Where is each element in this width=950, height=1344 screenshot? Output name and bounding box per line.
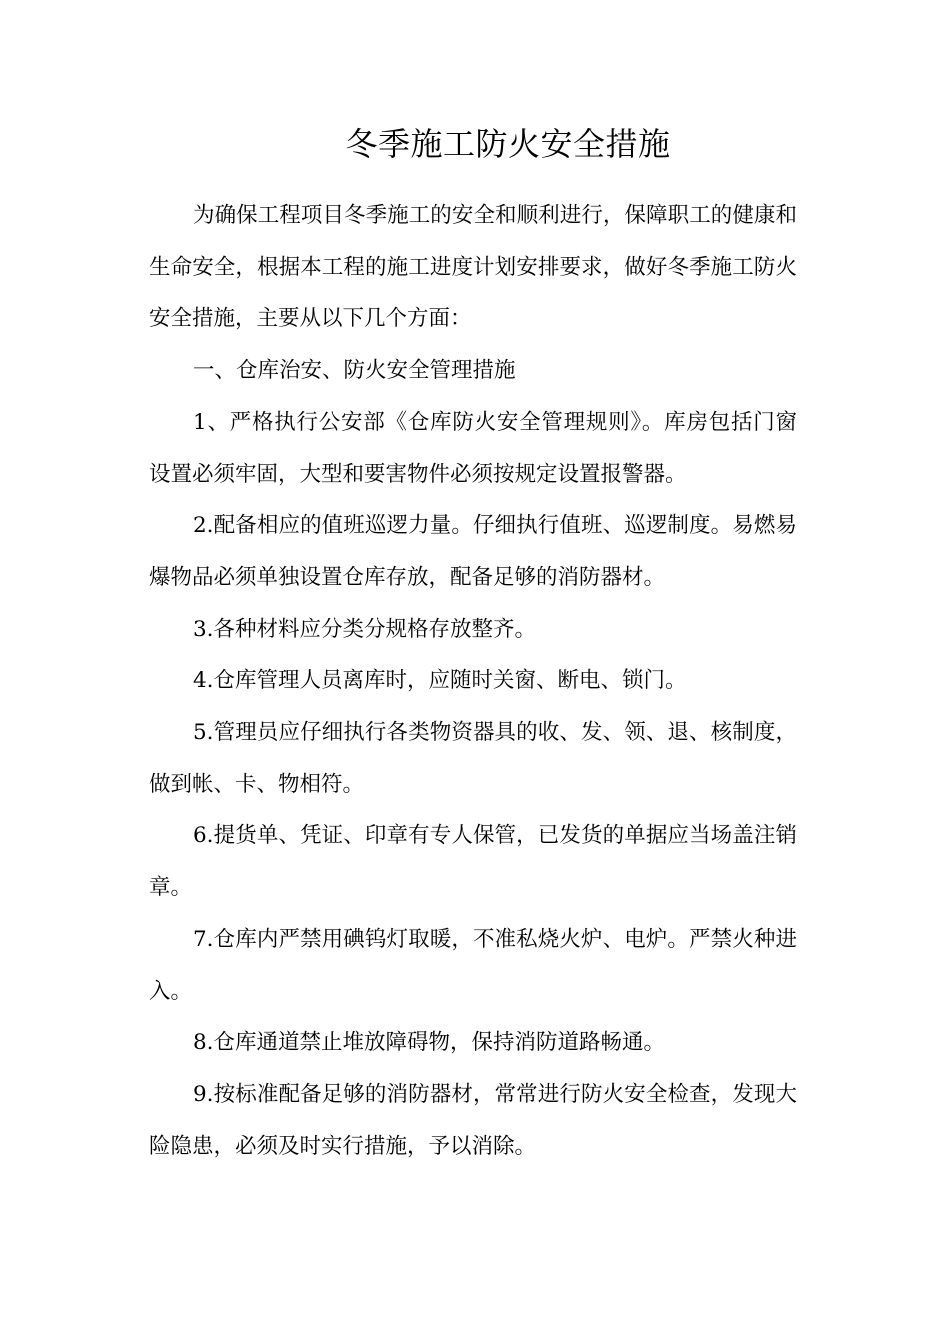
- list-item: 3.各种材料应分类分规格存放整齐。: [193, 616, 537, 642]
- document-body: [149, 190, 797, 1172]
- list-item: 2.配备相应的值班巡逻力量。仔细执行值班、巡逻制度。易燃易爆物品必须单独设置仓库存放，配备足够的消防器材。: [149, 513, 797, 590]
- list-item: 4.仓库管理人员离库时，应随时关窗、断电、锁门。: [193, 668, 687, 694]
- list-item: 1、严格执行公安部《仓库防火安全管理规则》。库房包括门窗设置必须牢固，大型和要害物件必须按规定设置报警器。: [149, 409, 797, 487]
- list-item: 6.提货单、凭证、印章有专人保管，已发货的单据应当场盖注销章。: [149, 823, 797, 901]
- section-heading: 一、仓库治安、防火安全管理措施: [193, 358, 516, 384]
- list-item: 9.按标准配备足够的消防器材，常常进行防火安全检查，发现大险隐患，必须及时实行措施，予以消除。: [149, 1081, 797, 1159]
- list-item: 8.仓库通道禁止堆放障碍物，保持消防道路畅通。: [193, 1030, 666, 1056]
- document-title: 冬季施工防火安全措施: [345, 125, 671, 163]
- intro-paragraph: 为确保工程项目冬季施工的安全和顺利进行，保障职工的健康和生命安全，根据本工程的施工进度计划安排要求，做好冬季施工防火安全措施，主要从以下几个方面：: [149, 203, 797, 332]
- list-item: 7.仓库内严禁用碘钨灯取暖，不准私烧火炉、电炉。严禁火种进入。: [149, 926, 797, 1004]
- list-item: 5.管理员应仔细执行各类物资器具的收、发、领、退、核制度，做到帐、卡、物相符。: [149, 720, 797, 797]
